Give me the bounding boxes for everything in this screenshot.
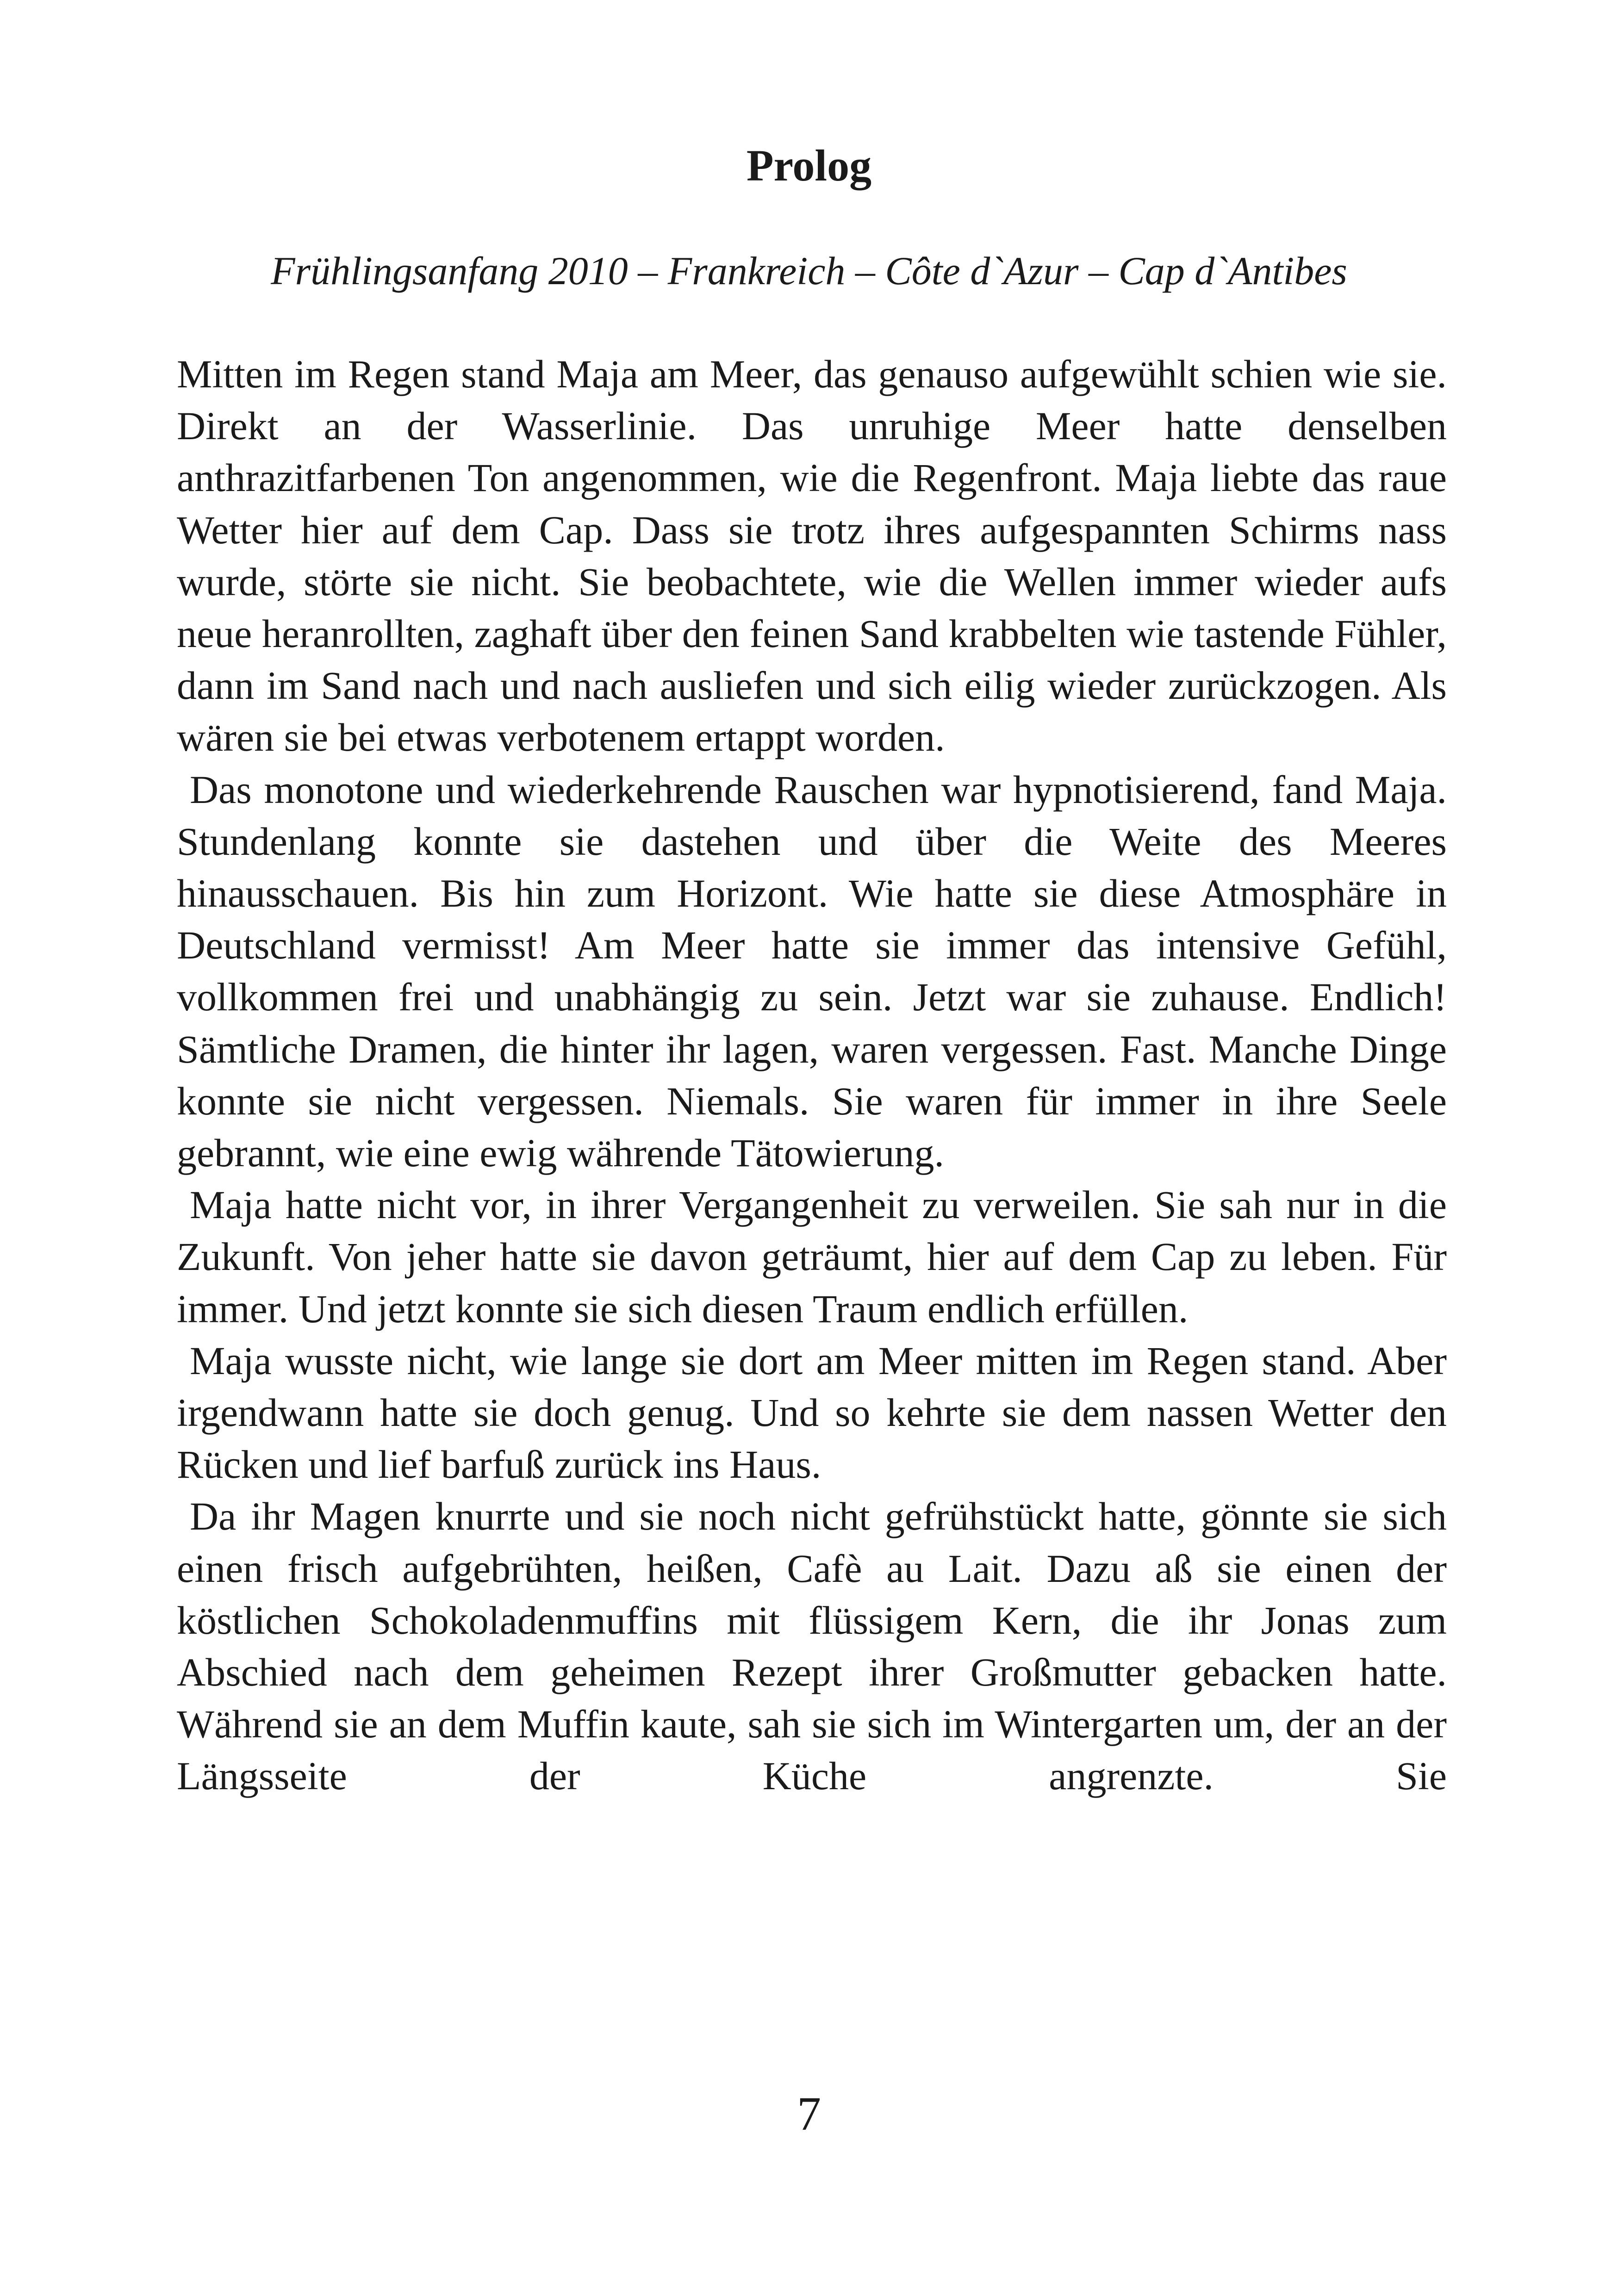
chapter-title: Prolog	[746, 141, 872, 190]
paragraph: Maja wusste nicht, wie lange sie dort am Meer mitten im Regen stand. Aber irgendwann hatte sie doch genug. Und so kehrte sie dem nassen Wetter den Rücken und lief barfuß zurück ins Haus.	[177, 1338, 1447, 1487]
page-number: 7	[797, 2087, 821, 2140]
paragraph: Mitten im Regen stand Maja am Meer, das genauso aufgewühlt schien wie sie. Direkt an der Wasserlinie. Das unruhige Meer hatte denselben anthrazitfarbenen Ton angenommen, wie die Regenfront. Maja liebte das raue Wetter hier auf dem Cap. Dass sie trotz ihres aufgespannten Schirms nass wurde, störte sie nicht. Sie beobachtete, wie die Wellen immer wieder aufs neue heranrollten, zaghaft über den feinen Sand krabbelten wie tastende Fühler, dann im Sand nach und nach ausliefen und sich eilig wieder zurückzogen. Als wären sie bei etwas verbotenem ertappt worden.	[177, 352, 1447, 760]
paragraph: Da ihr Magen knurrte und sie noch nicht gefrühstückt hatte, gönnte sie sich einen frisch aufgebrühten, heißen, Cafè au Lait. Dazu aß sie einen der köstlichen Schokoladenmuffins mit flüssigem Kern, die ihr Jonas zum Abschied nach dem geheimen Rezept ihrer Großmutter gebacken hatte. Während sie an dem Muffin kaute, sah sie sich im Wintergarten um, der an der Längsseite der Küche angrenzte. Sie	[177, 1494, 1447, 1798]
paragraph: Das monotone und wiederkehrende Rauschen war hypnotisierend, fand Maja. Stundenlang konnte sie dastehen und über die Weite des Meeres hinausschauen. Bis hin zum Horizont. Wie hatte sie diese Atmosphäre in Deutschland vermisst! Am Meer hatte sie immer das intensive Gefühl, vollkommen frei und unabhängig zu sein. Jetzt war sie zuhause. Endlich! Sämtliche Dramen, die hinter ihr lagen, waren vergessen. Fast. Manche Dinge konnte sie nicht vergessen. Niemals. Sie waren für immer in ihre Seele gebrannt, wie eine ewig währende Tätowierung.	[177, 767, 1447, 1176]
paragraph: Maja hatte nicht vor, in ihrer Vergangenheit zu verweilen. Sie sah nur in die Zukunft. Von jeher hatte sie davon geträumt, hier auf dem Cap zu leben. Für immer. Und jetzt konnte sie sich diesen Traum endlich erfüllen.	[177, 1182, 1447, 1331]
chapter-subtitle: Frühlingsanfang 2010 – Frankreich – Côte d`Azur – Cap d`Antibes	[271, 249, 1347, 293]
chapter-body	[177, 348, 1447, 1802]
